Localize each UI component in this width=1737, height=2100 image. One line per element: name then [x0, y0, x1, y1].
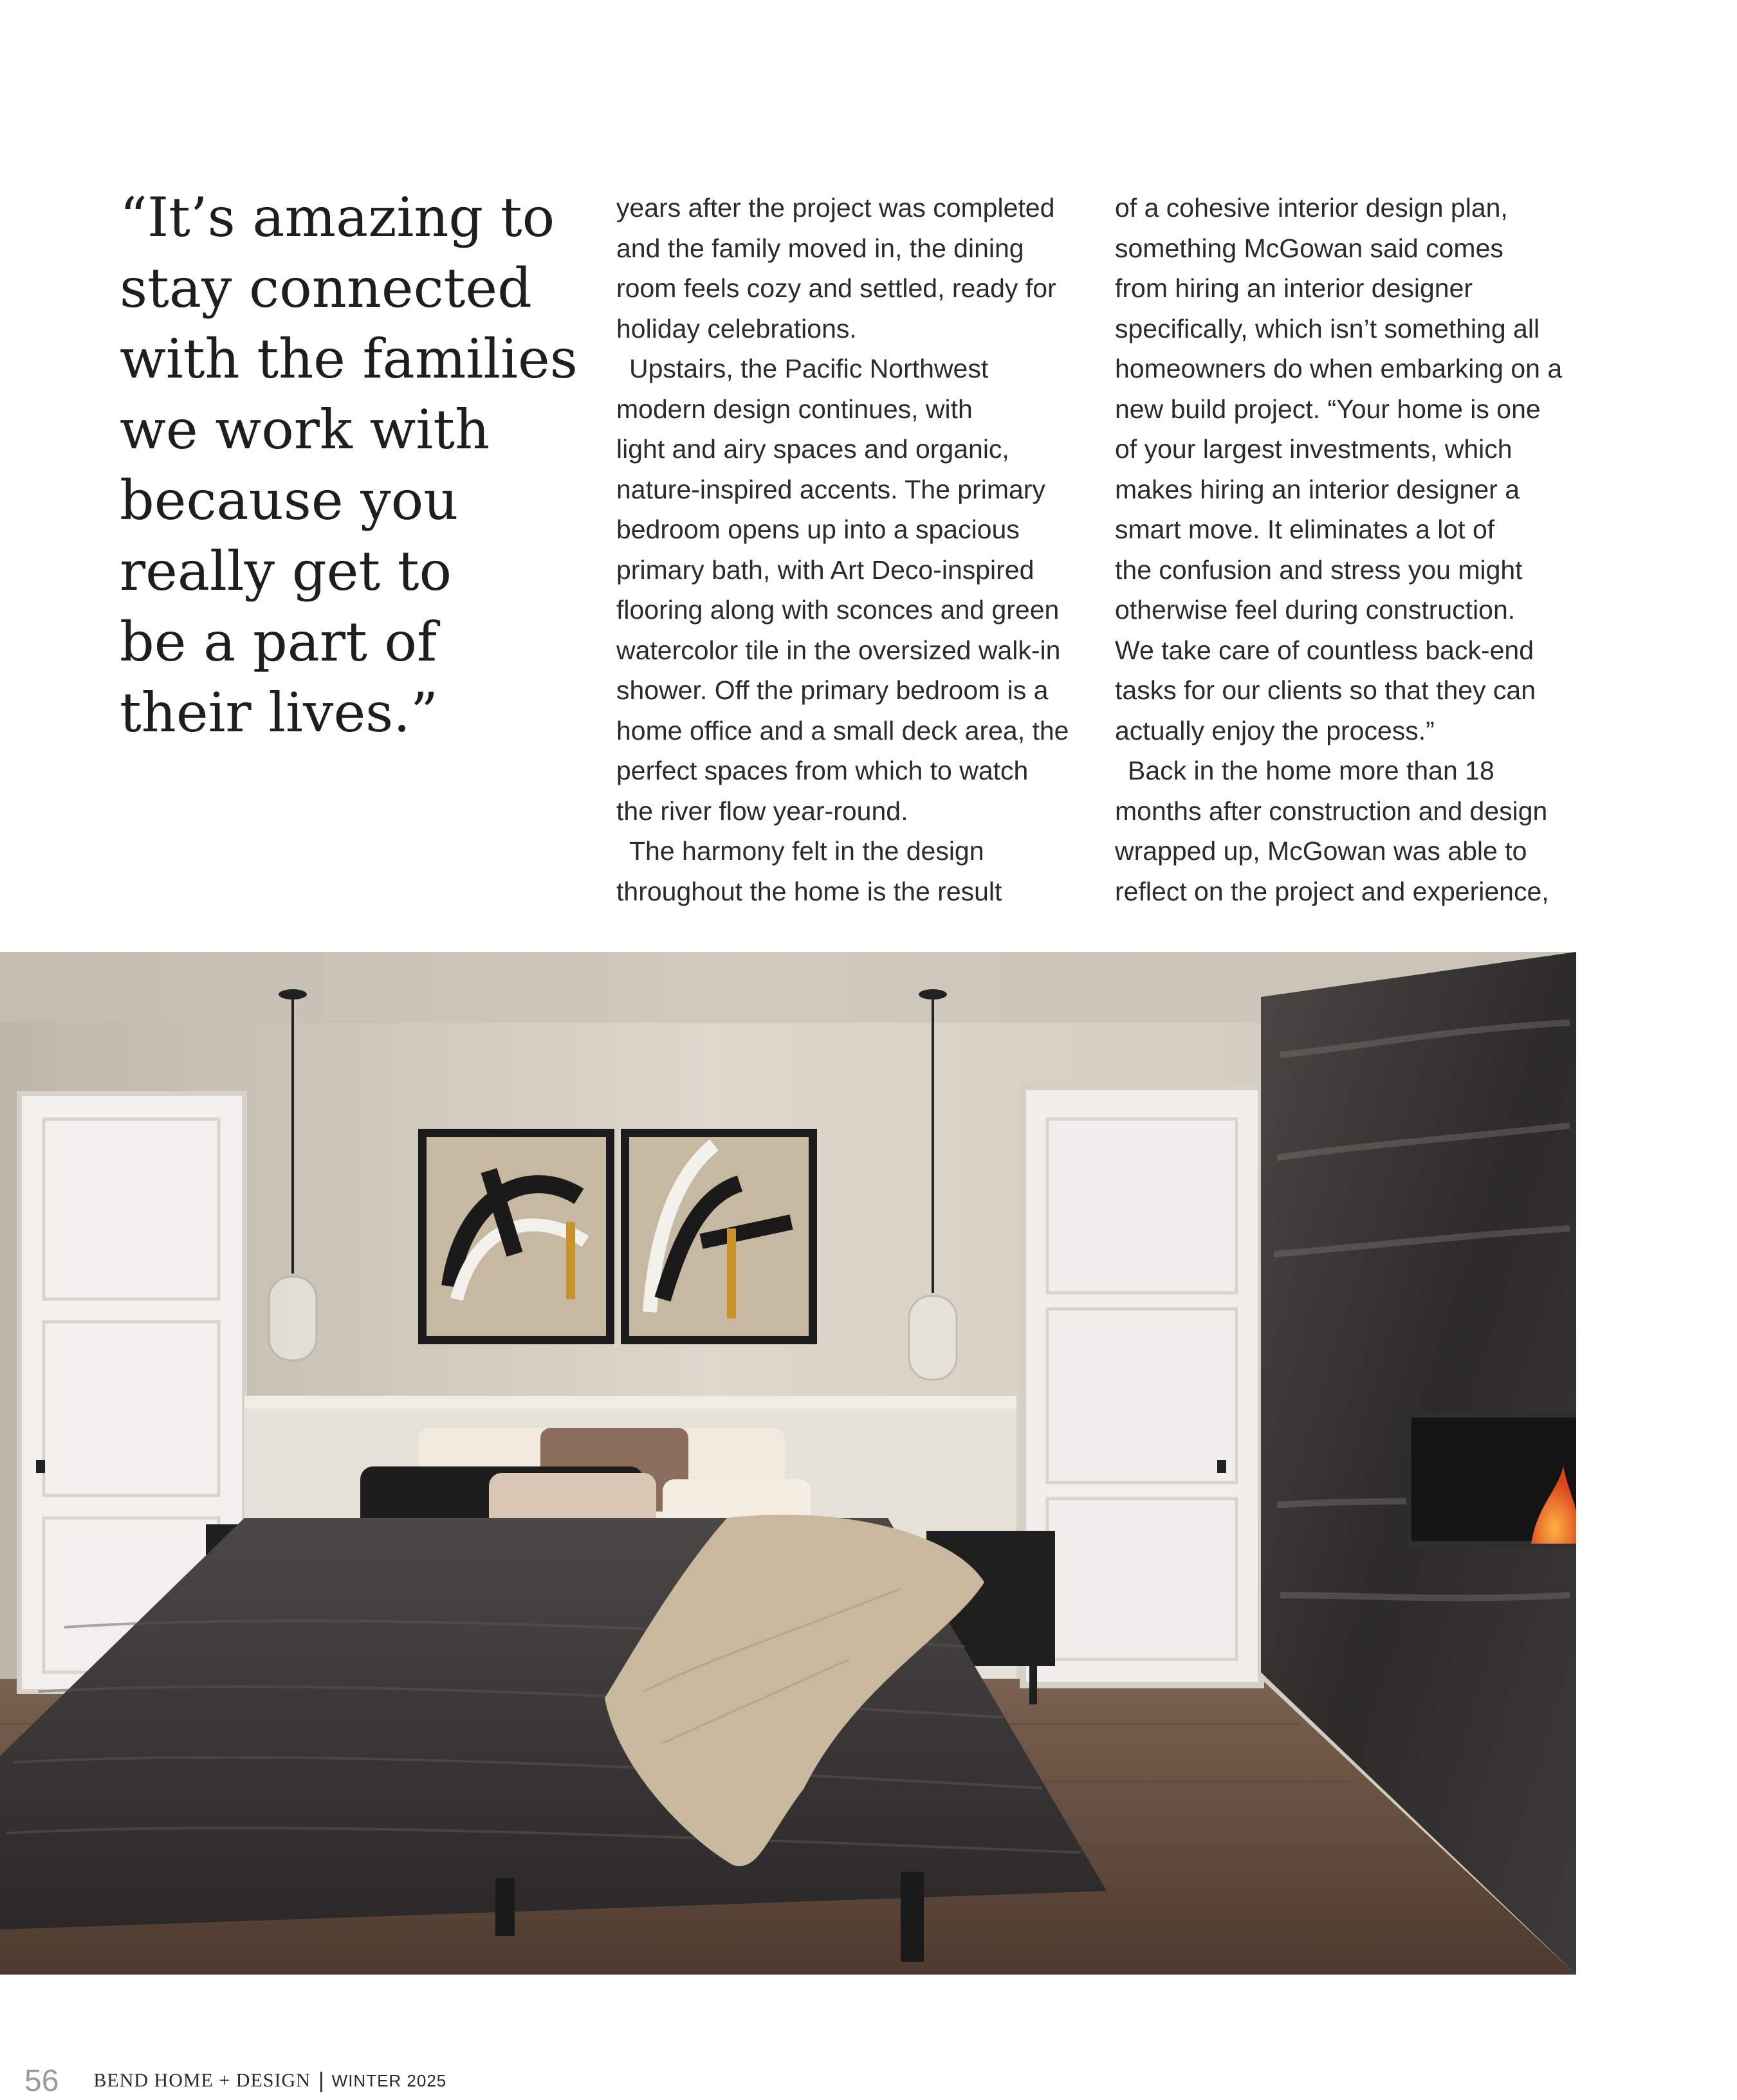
body-line: something McGowan said comes: [1115, 233, 1503, 263]
body-line: watercolor tile in the oversized walk-in: [616, 635, 1061, 665]
body-line: modern design continues, with: [616, 394, 973, 424]
body-line: the confusion and stress you might: [1115, 554, 1523, 585]
page-footer: [24, 2061, 446, 2100]
body-line: homeowners do when embarking on a: [1115, 354, 1563, 383]
footer-separator: |: [318, 2068, 324, 2093]
body-line: wrapped up, McGowan was able to: [1115, 836, 1527, 866]
body-line: perfect spaces from which to watch: [616, 756, 1029, 785]
body-line: flooring along with sconces and green: [616, 595, 1060, 625]
body-column-left: [616, 188, 1105, 911]
pull-quote-line: be a part of: [120, 610, 437, 673]
body-line: years after the project was completed: [616, 193, 1055, 223]
body-line: of a cohesive interior design plan,: [1115, 193, 1508, 223]
body-line: light and airy spaces and organic,: [616, 434, 1009, 464]
body-line: months after construction and design: [1115, 796, 1548, 826]
body-line: Back in the home more than 18: [1128, 756, 1494, 785]
pull-quote-line: “It’s amazing to: [120, 186, 555, 249]
body-line: the river flow year-round.: [616, 796, 908, 826]
body-line: actually enjoy the process.”: [1115, 715, 1435, 745]
body-line: nature-inspired accents. The primary: [616, 474, 1045, 504]
magazine-name: BEND HOME + DESIGN: [93, 2070, 311, 2091]
body-line: and the family moved in, the dining: [616, 233, 1024, 263]
body-line: from hiring an interior designer: [1115, 273, 1473, 303]
body-line: holiday celebrations.: [616, 313, 857, 343]
body-line: makes hiring an interior designer a: [1115, 474, 1520, 504]
body-line: new build project. “Your home is one: [1115, 394, 1541, 424]
body-line: home office and a small deck area, the: [616, 715, 1069, 745]
body-line: room feels cozy and settled, ready for: [616, 273, 1056, 303]
page-number: 56: [24, 2063, 59, 2098]
body-line: otherwise feel during construction.: [1115, 595, 1516, 625]
pull-quote-line: we work with: [120, 398, 490, 461]
body-line: primary bath, with Art Deco-inspired: [616, 554, 1034, 585]
pull-quote-line: really get to: [120, 540, 452, 603]
body-line: smart move. It eliminates a lot of: [1115, 515, 1495, 544]
bedroom-photo: [0, 952, 1576, 1975]
body-line: of your largest investments, which: [1115, 434, 1512, 464]
pull-quote-line: their lives.”: [120, 681, 438, 744]
body-line: shower. Off the primary bedroom is a: [616, 675, 1049, 705]
body-line: throughout the home is the result: [616, 876, 1002, 906]
body-line: The harmony felt in the design: [629, 836, 984, 866]
body-line: tasks for our clients so that they can: [1115, 675, 1536, 705]
body-line: bedroom opens up into a spacious: [616, 515, 1020, 544]
pull-quote-line: because you: [120, 469, 459, 532]
body-line: Upstairs, the Pacific Northwest: [629, 354, 989, 383]
body-line: reflect on the project and experience,: [1115, 876, 1549, 906]
pull-quote-line: with the families: [120, 327, 578, 390]
pull-quote: [120, 182, 578, 748]
body-line: specifically, which isn’t something all: [1115, 313, 1540, 343]
issue-label: WINTER 2025: [331, 2070, 447, 2090]
bedroom-photo-illustration: [0, 952, 1576, 1975]
pull-quote-line: stay connected: [120, 257, 532, 320]
body-line: We take care of countless back-end: [1115, 635, 1534, 665]
body-column-right: [1115, 188, 1604, 911]
